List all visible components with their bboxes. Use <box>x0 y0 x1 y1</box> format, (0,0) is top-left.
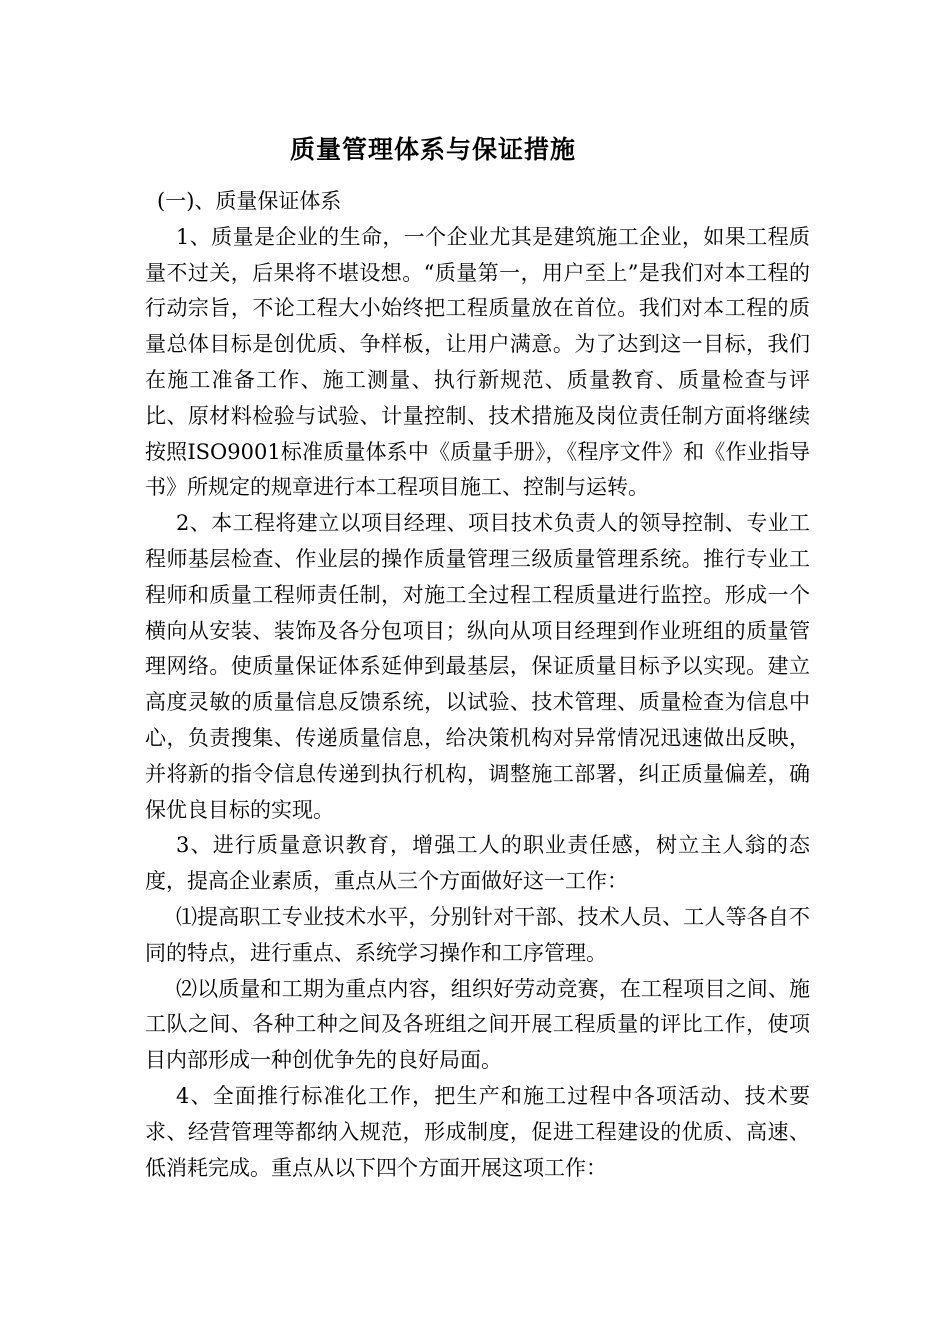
paragraph-4: 4、全面推行标准化工作，把生产和施工过程中各项活动、技术要求、经营管理等都纳入规范，形成制度，促进工程建设的优质、高速、低消耗完成。重点从以下四个方面开展这项工作： <box>145 1083 810 1180</box>
paragraph-2: 2、本工程将建立以项目经理、项目技术负责人的领导控制、专业工程师基层检查、作业层的操作质量管理三级质量管理系统。推行专业工程师和质量工程师责任制，对施工全过程工程质量进行监控。形成一个横向从安装、装饰及各分包项目；纵向从项目经理到作业班组的质量管理网络。使质量保证体系延伸到最基层，保证质量目标予以实现。建立高度灵敏的质量信息反馈系统，以试验、技术管理、质量检查为信息中心，负责搜集、传递质量信息，给决策机构对异常情况迅速做出反映，并将新的指令信息传递到执行机构，调整施工部署，纠正质量偏差，确保优良目标的实现。 <box>145 511 810 822</box>
paragraph-3: 3、进行质量意识教育，增强工人的职业责任感，树立主人翁的态度，提高企业素质，重点从三个方面做好这一工作： <box>145 833 810 894</box>
paragraph-3-item-2: ⑵以质量和工期为重点内容，组织好劳动竞赛，在工程项目之间、施工队之间、各种工种之间及各班组之间开展工程质量的评比工作，使项目内部形成一种创优争先的良好局面。 <box>145 976 810 1073</box>
paragraph-1: 1、质量是企业的生命，一个企业尤其是建筑施工企业，如果工程质量不过关，后果将不堪设想。“质量第一，用户至上”是我们对本工程的行动宗旨，不论工程大小始终把工程质量放在首位。我们对本工程的质量总体目标是创优质、争样板，让用户满意。为了达到这一目标，我们在施工准备工作、施工测量、执行新规范、质量教育、质量检查与评比、原材料检验与试验、计量控制、技术措施及岗位责任制方面将继续按照ISO9001标准质量体系中《质量手册》，《程序文件》和《作业指导书》所规定的规章进行本工程项目施工、控制与运转。 <box>145 224 810 500</box>
paragraph-3-item-1: ⑴提高职工专业技术水平，分别针对干部、技术人员、工人等各自不同的特点，进行重点、系统学习操作和工序管理。 <box>145 904 810 965</box>
section-heading: (一)、质量保证体系 <box>157 189 342 213</box>
document-title: 质量管理体系与保证措施 <box>289 135 576 164</box>
document-body <box>145 184 810 1186</box>
